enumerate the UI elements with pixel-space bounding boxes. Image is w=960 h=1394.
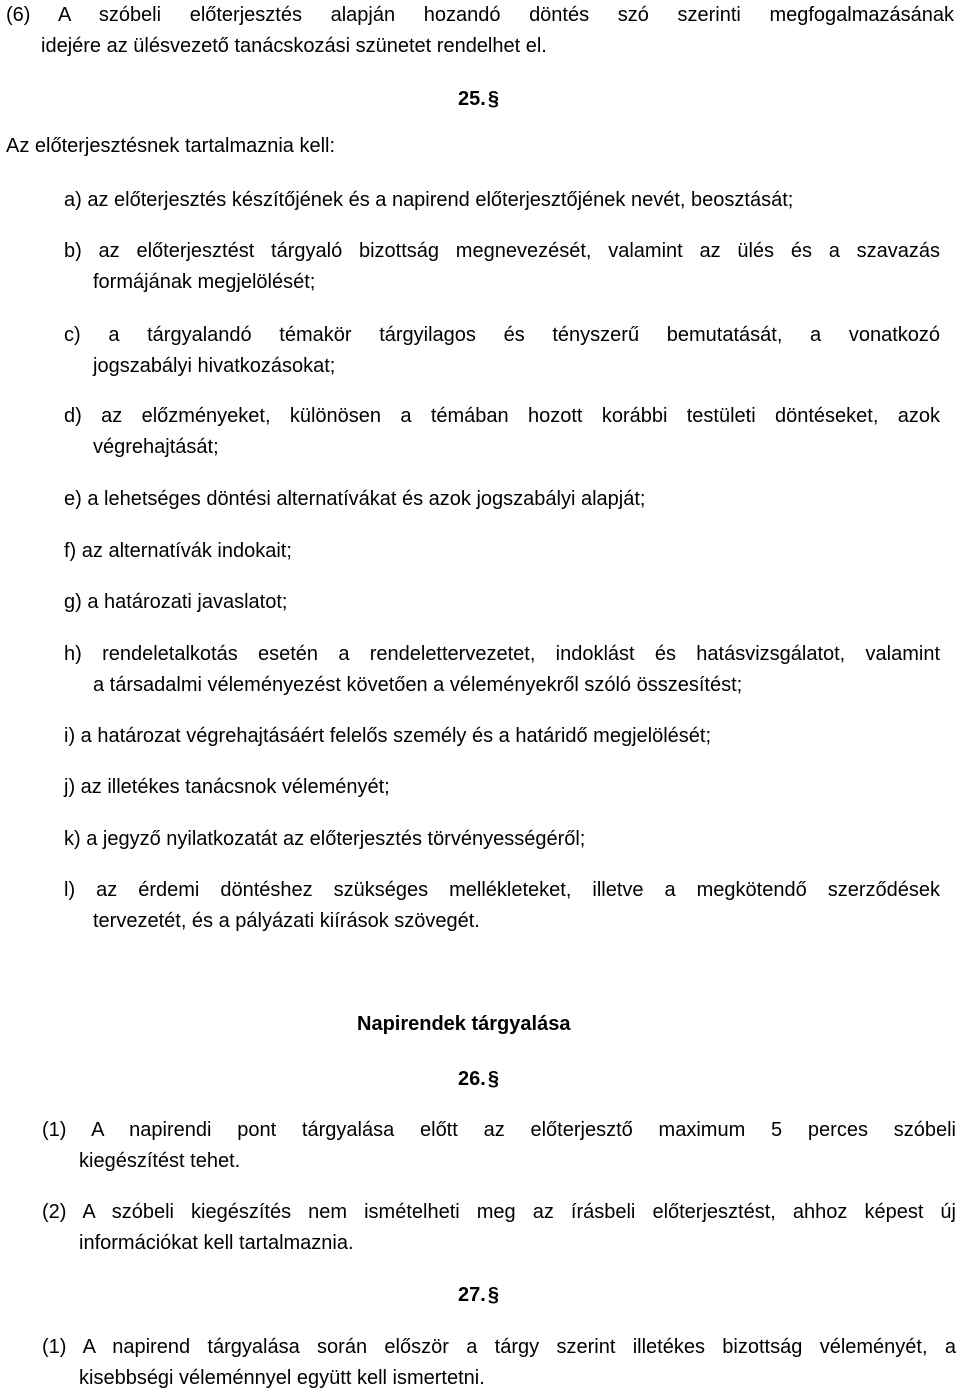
section-26-paragraph-1 <box>42 1115 956 1177</box>
chapter-heading: Napirendek tárgyalása <box>357 1013 571 1035</box>
list-item-line: végrehajtását; <box>93 436 219 458</box>
list-item-line: f) az alternatívák indokait; <box>64 540 292 562</box>
section-26-number: 26. <box>458 1068 486 1090</box>
section-27-number: 27. <box>458 1284 486 1306</box>
section-27-heading <box>458 1280 499 1311</box>
paragraph-6-line2: idejére az ülésvezető tanácskozási szünetet rendelhet el. <box>41 35 547 57</box>
list-item-c <box>64 320 940 382</box>
list-item-line: d) az előzményeket, különösen a témában hozott korábbi testületi döntéseket, azok <box>64 405 940 427</box>
list-item-line: k) a jegyző nyilatkozatát az előterjesztés törvényességéről; <box>64 828 586 850</box>
list-item-line: l) az érdemi döntéshez szükséges mellékleteket, illetve a megkötendő szerződések <box>64 879 940 901</box>
paragraph-6-line1: (6) A szóbeli előterjesztés alapján hozandó döntés szó szerinti megfogalmazásának <box>6 4 954 26</box>
paragraph-line: (1) A napirendi pont tárgyalása előtt az előterjesztő maximum 5 perces szóbeli <box>42 1119 956 1141</box>
list-item-h <box>64 639 940 701</box>
section-26-heading <box>458 1064 499 1095</box>
list-item-l <box>64 875 940 937</box>
list-item-line: formájának megjelölését; <box>93 271 316 293</box>
list-item-line: j) az illetékes tanácsnok véleményét; <box>64 776 390 798</box>
list-item-i <box>64 721 711 752</box>
list-item-g <box>64 587 287 618</box>
list-item-line: tervezetét, és a pályázati kiírások szövegét. <box>93 910 480 932</box>
list-item-line: e) a lehetséges döntési alternatívákat és azok jogszabályi alapját; <box>64 488 646 510</box>
list-item-line: i) a határozat végrehajtásáért felelős személy és a határidő megjelölését; <box>64 725 712 747</box>
list-item-f <box>64 536 292 567</box>
list-item-line: b) az előterjesztést tárgyaló bizottság megnevezését, valamint az ülés és a szavazás <box>64 240 940 262</box>
section-sign-icon: § <box>487 1284 499 1306</box>
section-25-number: 25. <box>458 88 486 110</box>
list-item-line: a társadalmi véleményezést követően a véleményekről szóló összesítést; <box>93 674 743 696</box>
list-item-line: a) az előterjesztés készítőjének és a napirend előterjesztőjének nevét, beosztását; <box>64 189 794 211</box>
list-item-j <box>64 772 390 803</box>
paragraph-line: kiegészítést tehet. <box>79 1150 241 1172</box>
list-item-k <box>64 824 585 855</box>
paragraph-line: kisebbségi véleménnyel együtt kell ismertetni. <box>79 1367 485 1389</box>
section-25-intro: Az előterjesztésnek tartalmaznia kell: <box>6 135 336 157</box>
list-item-line: c) a tárgyalandó témakör tárgyilagos és tényszerű bemutatását, a vonatkozó <box>64 324 940 346</box>
section-25-heading <box>458 84 499 115</box>
section-27-paragraph-1 <box>42 1332 956 1394</box>
paragraph-line: (2) A szóbeli kiegészítés nem ismételheti meg az írásbeli előterjesztést, ahhoz képest új <box>42 1201 956 1223</box>
section-sign-icon: § <box>487 1068 499 1090</box>
list-item-d <box>64 401 940 463</box>
paragraph-line: információkat kell tartalmaznia. <box>79 1232 354 1254</box>
paragraph-line: (1) A napirend tárgyalása során először a tárgy szerint illetékes bizottság véleményét, a <box>42 1336 956 1358</box>
list-item-e <box>64 484 645 515</box>
paragraph-6 <box>6 0 954 62</box>
section-sign-icon: § <box>487 88 499 110</box>
section-26-paragraph-2 <box>42 1197 956 1259</box>
list-item-line: h) rendeletalkotás esetén a rendelettervezetet, indoklást és hatásvizsgálatot, valamint <box>64 643 940 665</box>
list-item-line: jogszabályi hivatkozásokat; <box>93 355 336 377</box>
list-item-line: g) a határozati javaslatot; <box>64 591 288 613</box>
list-item-a <box>64 185 793 216</box>
list-item-b <box>64 236 940 298</box>
